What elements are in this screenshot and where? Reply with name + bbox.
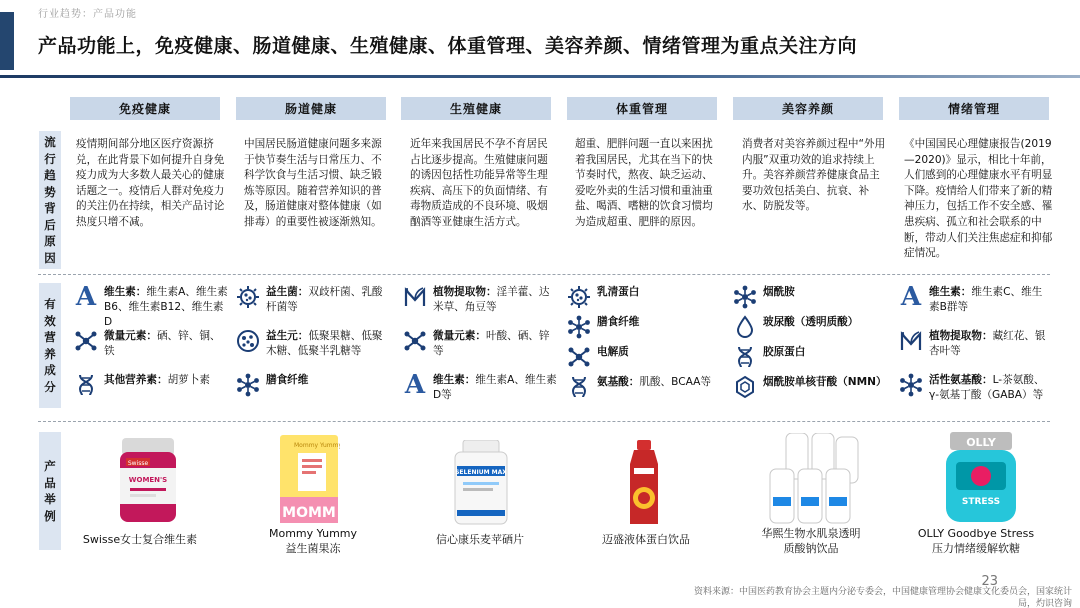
bacteria-icon <box>567 285 591 309</box>
selenium-label-text: SELENIUM MAX <box>455 469 507 476</box>
nutrient-label: 膳食纤维 <box>597 316 640 328</box>
nutrient-text <box>433 285 558 315</box>
nutrient-label: 电解质 <box>597 346 629 358</box>
nutrient-value: L-茶氨酸、γ-氨基丁酸（GABA）等 <box>929 374 1045 401</box>
fiber-icon <box>567 315 591 339</box>
letter-a-icon: A <box>75 282 97 312</box>
nutrient-text <box>763 285 795 300</box>
molecule-icon <box>567 345 591 369</box>
column-header-gut: 肠道健康 <box>236 97 386 120</box>
nutrient-item <box>567 315 722 339</box>
nutrient-text <box>763 375 887 390</box>
nutrient-text <box>433 373 558 403</box>
nutrient-label: 乳清蛋白 <box>597 286 640 298</box>
dna-icon <box>567 375 591 399</box>
nutrient-text <box>266 285 391 315</box>
nutrient-item <box>567 285 722 309</box>
column-header-reproductive: 生殖健康 <box>401 97 551 120</box>
nutrient-value: 低聚果糖、低聚木糖、低聚半乳糖等 <box>266 330 383 357</box>
row-label-char: 流 <box>44 135 56 149</box>
nutrient-text <box>597 285 639 300</box>
breadcrumb: 行业趋势：产品功能 <box>38 9 137 20</box>
row-label-nutrients <box>39 283 61 408</box>
trend-text-mood: 《中国国民心理健康报告(2019—2020)》显示，相比十年前，人们感到的心理健康水平有明显下降。疫情给人们带来了新的精神压力，包括工作不安全感、罹患疾病、孤立和社会联系的中断，带动人们关注焦虑症和抑郁症情况。 <box>904 138 1053 260</box>
row-label-char: 趋 <box>44 168 56 182</box>
nutrient-item <box>733 285 888 309</box>
nutrient-item <box>74 373 229 397</box>
row-label-char: 例 <box>44 508 56 523</box>
dna-icon <box>733 345 757 369</box>
nutrient-text <box>763 345 805 360</box>
nutrient-label: 烟酰胺 <box>763 286 795 298</box>
trend-text-reproductive: 近年来我国居民不孕不育居民占比逐步提高。生殖健康问题的诱因包括性功能异常等生理疾病、高压下的负面情绪、有毒物质造成的不良环境、吸烟酗酒等亚健康生活方式。 <box>410 138 548 228</box>
mommy-brand-text: Mommy Yummy <box>294 442 340 449</box>
nutrient-item <box>74 282 229 330</box>
dna-icon <box>74 373 98 397</box>
trend-text-weight: 超重、肥胖问题一直以来困扰着我国居民，尤其在当下的快节奏时代，熬夜、缺乏运动、爱吃外卖的生活习惯和重油重盐、喝酒、嗜糖的饮食习惯均为造成超重、肥胖的原因。 <box>575 138 713 228</box>
product-image-swisse <box>116 438 180 524</box>
product-caption-protein-drink: 迈盛液体蛋白饮品 <box>602 533 690 546</box>
nutrient-text <box>266 329 391 359</box>
swisse-label-text: WOMEN'S <box>128 476 168 484</box>
nutrient-label: 烟酰胺单核苷酸（NMN） <box>763 376 887 388</box>
nutrient-text <box>929 285 1049 315</box>
row-label-products <box>39 432 61 550</box>
nutrient-label: 维生素： <box>929 286 972 298</box>
trend-text-gut: 中国居民肠道健康问题多来源于快节奏生活与日常压力、不科学饮食与生活习惯、缺乏锻炼等原因。随着营养知识的普及，肠道健康对整体健康（如排毒）的重要性被逐渐熟知。 <box>244 138 382 228</box>
nutrient-label: 益生菌： <box>266 286 309 298</box>
nutrient-label: 氨基酸： <box>597 376 640 388</box>
nutrient-text <box>597 375 711 390</box>
cell-icon <box>236 329 260 353</box>
row-label-char: 原 <box>44 234 56 248</box>
nutrient-text <box>929 373 1049 403</box>
row-label-char: 产 <box>44 459 56 473</box>
product-caption-swisse: Swisse女士复合维生素 <box>82 533 198 546</box>
nutrient-item <box>567 345 722 369</box>
nutrient-item <box>74 329 229 359</box>
product-image-mommy-yummy <box>278 435 340 525</box>
olly-label-text: STRESS <box>961 497 1001 507</box>
nutrient-label: 植物提取物： <box>433 286 497 298</box>
row-label-char: 因 <box>44 250 56 265</box>
nutrient-item <box>899 329 1049 359</box>
row-divider <box>38 274 1050 275</box>
product-caption-olly: OLLY Goodbye Stress 压力情绪缓解软糖 <box>917 527 1035 555</box>
nutrient-label: 微量元素： <box>433 330 486 342</box>
row-label-char: 养 <box>44 346 56 361</box>
column-header-weight: 体重管理 <box>567 97 717 120</box>
nutrient-text <box>597 345 629 360</box>
nutrient-label: 玻尿酸（透明质酸） <box>763 316 859 328</box>
nutrient-text <box>433 329 558 359</box>
nutrient-value: 淫羊藿、达米草、角豆等 <box>433 286 550 313</box>
nutrient-item <box>236 373 391 397</box>
nutrient-label: 维生素： <box>433 374 476 386</box>
column-header-immunity: 免疫健康 <box>70 97 220 120</box>
nutrient-item <box>733 375 888 399</box>
nutrient-text <box>104 285 229 330</box>
nutrient-value: 硒、锌、铜、铁 <box>104 330 221 357</box>
trend-text-beauty: 消费者对美容养颜过程中“外用内服”双重功效的追求持续上升。美容养颜营养健康食品主要功效包括美白、抗衰、补水、防脱发等。 <box>742 138 886 213</box>
nutrient-label: 微量元素： <box>104 330 157 342</box>
nutrient-text <box>763 315 858 330</box>
product-caption-hyaluronic-drink: 华熙生物水肌泉透明 质酸钠饮品 <box>761 527 861 555</box>
product-image-selenium <box>451 440 511 526</box>
product-caption-selenium: 信心康乐麦苹硒片 <box>436 533 524 546</box>
nutrient-item <box>403 370 558 403</box>
row-label-char: 行 <box>44 151 56 166</box>
nutrient-value: 维生素C、维生素B群等 <box>929 286 1043 313</box>
product-image-protein-drink <box>624 440 664 526</box>
row-label-char: 背 <box>44 201 56 215</box>
nutrient-item <box>236 329 391 359</box>
letter-a-icon: A <box>900 282 922 312</box>
nutrient-value: 维生素A、维生素D等 <box>433 374 557 401</box>
title-divider <box>0 75 1080 78</box>
row-label-char: 品 <box>44 475 56 490</box>
hexagon-icon <box>733 375 757 399</box>
nutrient-item <box>403 329 558 359</box>
nutrient-label: 活性氨基酸： <box>929 374 993 386</box>
row-label-char: 势 <box>44 184 56 199</box>
source-note: 资料来源：中国医药教育协会主题内分泌专委会，中国健康管理协会健康文化委员会，国家统计局，灼识咨询 <box>693 587 1072 608</box>
nutrient-item <box>567 375 722 399</box>
row-label-trend <box>39 131 61 269</box>
fiber-icon <box>236 373 260 397</box>
fiber-icon <box>733 285 757 309</box>
nutrient-label: 植物提取物： <box>929 330 993 342</box>
nutrient-label: 其他营养素： <box>104 374 168 386</box>
trend-text-immunity: 疫情期间部分地区医疗资源挤兑，在此背景下如何提升自身免疫力成为大多数人最关心的健康话题之一。疫情后人群对免疫力的关注仍在持续，相关产品讨论热度只增不减。 <box>76 138 225 228</box>
mommy-band-text: MOMM <box>282 505 336 521</box>
row-label-char: 有 <box>44 297 56 311</box>
nutrient-value: 藏红花、银杏叶等 <box>929 330 1046 357</box>
nutrient-value: 胡萝卜素 <box>167 374 210 386</box>
nutrient-value: 双歧杆菌、乳酸杆菌等 <box>266 286 383 313</box>
plant-m-icon <box>403 285 427 309</box>
nutrient-value: 叶酸、硒、锌等 <box>433 330 550 357</box>
row-label-char: 营 <box>44 330 56 344</box>
nutrient-item <box>733 345 888 369</box>
nutrient-label: 膳食纤维 <box>266 374 309 386</box>
column-header-mood: 情绪管理 <box>899 97 1049 120</box>
row-label-char: 后 <box>44 217 56 232</box>
nutrient-label: 维生素： <box>104 286 147 298</box>
nutrient-item <box>403 285 558 315</box>
product-caption-mommy-yummy: Mommy Yummy 益生菌果冻 <box>268 527 358 555</box>
row-label-char: 举 <box>44 492 56 506</box>
title-accent-bar <box>0 12 14 70</box>
page-number: 23 <box>981 574 998 589</box>
plant-m-icon <box>899 329 923 353</box>
fiber-icon <box>899 373 923 397</box>
nutrient-text <box>266 373 308 388</box>
nutrient-item <box>899 373 1049 403</box>
molecule-icon <box>74 329 98 353</box>
row-label-char: 成 <box>44 363 56 377</box>
row-label-char: 效 <box>44 313 56 328</box>
molecule-icon <box>403 329 427 353</box>
letter-a-icon: A <box>404 370 426 400</box>
nutrient-item <box>733 315 888 339</box>
nutrient-item <box>236 285 391 315</box>
bacteria-icon <box>236 285 260 309</box>
nutrient-text <box>104 329 229 359</box>
nutrient-label: 益生元： <box>266 330 309 342</box>
swisse-brand-text: Swisse <box>127 460 149 467</box>
row-divider <box>38 421 1050 422</box>
nutrient-text <box>929 329 1049 359</box>
row-label-char: 分 <box>44 379 56 394</box>
nutrient-label: 胶原蛋白 <box>763 346 806 358</box>
nutrient-text <box>104 373 210 388</box>
page-title: 产品功能上，免疫健康、肠道健康、生殖健康、体重管理、美容养颜、情绪管理为重点关注方向 <box>38 35 858 57</box>
olly-brand-text: OLLY <box>966 436 996 449</box>
nutrient-value: 肌酸、BCAA等 <box>639 376 712 388</box>
nutrient-value: 维生素A、维生素B6、维生素B12、维生素D <box>104 286 228 328</box>
product-image-hyaluronic-drink <box>764 433 860 525</box>
product-image-olly <box>942 432 1020 524</box>
nutrient-item <box>899 282 1049 315</box>
drop-icon <box>733 315 757 339</box>
nutrient-text <box>597 315 639 330</box>
column-header-beauty: 美容养颜 <box>733 97 883 120</box>
